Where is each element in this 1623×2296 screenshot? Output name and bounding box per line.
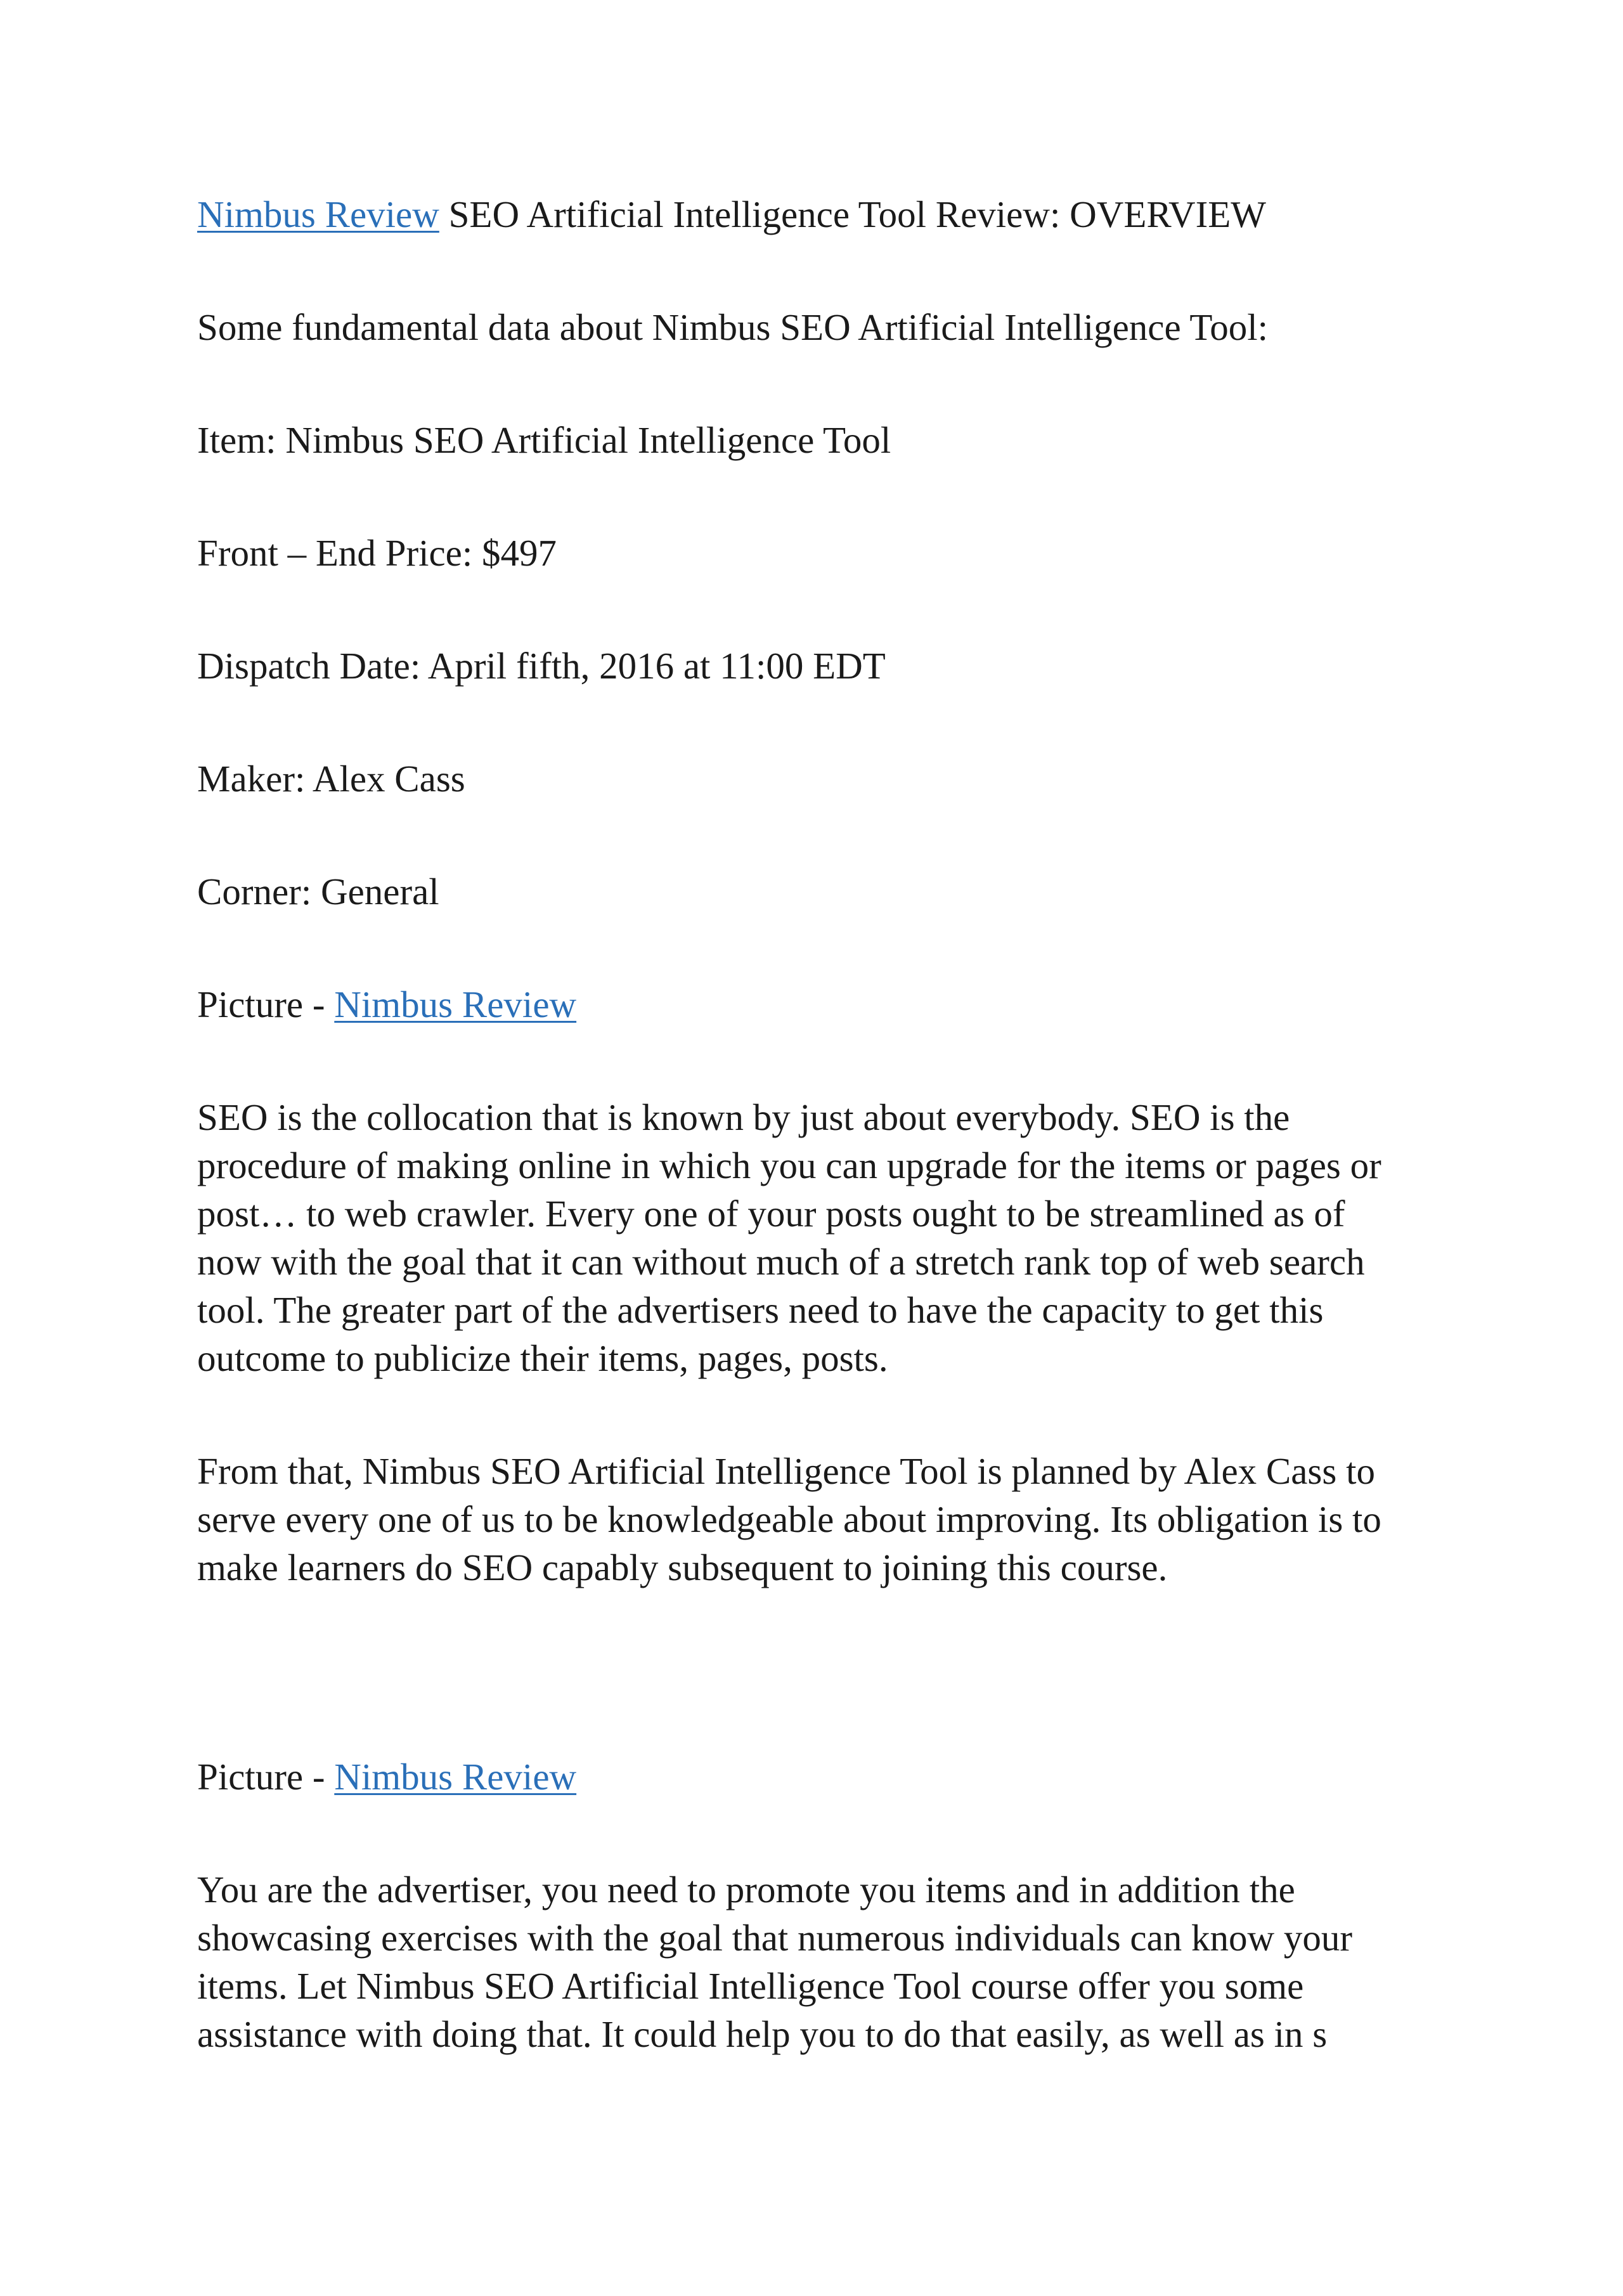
picture-caption-2 xyxy=(197,1753,1433,1801)
paragraph-line: assistance with doing that. It could help you to do that easily, as well as in s xyxy=(197,2013,1328,2055)
paragraph-line: You are the advertiser, you need to promote you items and in addition the xyxy=(197,1869,1295,1910)
detail-dispatch-date: Dispatch Date: April fifth, 2016 at 11:00 EDT xyxy=(197,645,886,687)
picture-caption-prefix: Picture - xyxy=(197,1756,335,1798)
paragraph-line: make learners do SEO capably subsequent to joining this course. xyxy=(197,1547,1168,1588)
paragraph-seo-intro xyxy=(197,1093,1433,1382)
detail-corner: Corner: General xyxy=(197,871,439,912)
detail-maker: Maker: Alex Cass xyxy=(197,758,465,800)
detail-price: Front – End Price: $497 xyxy=(197,532,557,574)
paragraph-line: outcome to publicize their items, pages, posts. xyxy=(197,1337,888,1379)
paragraph-advertiser xyxy=(197,1865,1433,2058)
paragraph-line: procedure of making online in which you can upgrade for the items or pages or xyxy=(197,1145,1381,1186)
paragraph-line: now with the goal that it can without much of a stretch rank top of web search xyxy=(197,1241,1365,1283)
paragraph-line: SEO is the collocation that is known by just about everybody. SEO is the xyxy=(197,1096,1290,1138)
nimbus-review-link[interactable]: Nimbus Review xyxy=(334,983,577,1025)
paragraph-tool-purpose xyxy=(197,1447,1433,1592)
document-body xyxy=(197,190,1433,2058)
overview-heading-text: SEO Artificial Intelligence Tool Review: OVERVIEW xyxy=(439,193,1266,235)
paragraph-line: showcasing exercises with the goal that numerous individuals can know your xyxy=(197,1917,1353,1959)
picture-caption-prefix: Picture - xyxy=(197,983,335,1025)
nimbus-review-link[interactable]: Nimbus Review xyxy=(197,193,439,235)
paragraph-line: tool. The greater part of the advertisers need to have the capacity to get this xyxy=(197,1289,1324,1331)
paragraph-line: serve every one of us to be knowledgeable about improving. Its obligation is to xyxy=(197,1498,1381,1540)
paragraph-line: items. Let Nimbus SEO Artificial Intelligence Tool course offer you some xyxy=(197,1965,1304,2007)
overview-heading xyxy=(197,190,1433,238)
paragraph-line: From that, Nimbus SEO Artificial Intelligence Tool is planned by Alex Cass to xyxy=(197,1450,1375,1492)
detail-item: Item: Nimbus SEO Artificial Intelligence Tool xyxy=(197,419,891,461)
picture-caption-1 xyxy=(197,980,1433,1028)
intro-line: Some fundamental data about Nimbus SEO Artificial Intelligence Tool: xyxy=(197,306,1269,348)
nimbus-review-link[interactable]: Nimbus Review xyxy=(334,1756,577,1798)
paragraph-line: post… to web crawler. Every one of your posts ought to be streamlined as of xyxy=(197,1193,1345,1235)
